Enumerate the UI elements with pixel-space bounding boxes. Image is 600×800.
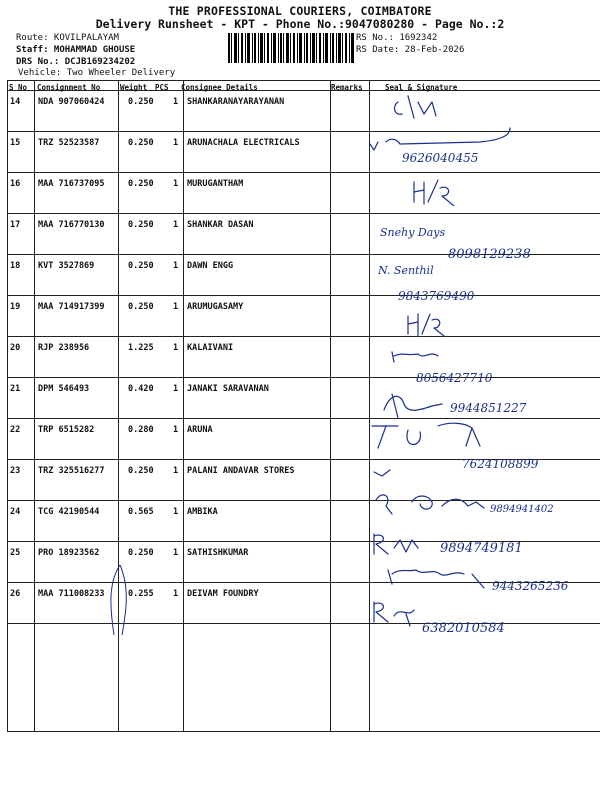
route-label: Route: KOVILPALAYAM xyxy=(16,33,119,43)
cell-consignee: MURUGANTHAM xyxy=(187,179,244,189)
cell-consignment-no: TRP 6515282 xyxy=(38,425,95,435)
cell-pcs: 1 xyxy=(173,97,179,107)
table-row xyxy=(7,91,600,132)
cell-consignee: ARUNACHALA ELECTRICALS xyxy=(187,138,300,148)
cell-sno: 14 xyxy=(10,97,21,107)
cell-pcs: 1 xyxy=(173,343,179,353)
cell-pcs: 1 xyxy=(173,425,179,435)
table-row xyxy=(7,501,600,542)
rs-date: RS Date: 28-Feb-2026 xyxy=(356,45,465,55)
cell-consignment-no: RJP 238956 xyxy=(38,343,90,353)
cell-consignee: ARUNA xyxy=(187,425,213,435)
cell-consignment-no: NDA 907060424 xyxy=(38,97,105,107)
runsheet-table xyxy=(7,80,600,732)
cell-pcs: 1 xyxy=(173,220,179,230)
cell-sno: 20 xyxy=(10,343,21,353)
handwritten-phone: 9843769490 xyxy=(398,289,475,303)
handwritten-phone: 7624108899 xyxy=(462,457,539,471)
table-row xyxy=(7,378,600,419)
cell-consignee: SATHISHKUMAR xyxy=(187,548,249,558)
cell-sno: 15 xyxy=(10,138,21,148)
handwritten-phone: 9626040455 xyxy=(402,151,479,165)
cell-sno: 17 xyxy=(10,220,21,230)
cell-consignee: SHANKARANAYARAYANAN xyxy=(187,97,285,107)
cell-consignment-no: MAA 714917399 xyxy=(38,302,105,312)
cell-weight: 0.255 xyxy=(128,589,154,599)
cell-consignee: KALAIVANI xyxy=(187,343,234,353)
table-row xyxy=(7,255,600,296)
table-row xyxy=(7,296,600,337)
handwritten-note: Snehy Days xyxy=(380,226,446,239)
cell-weight: 0.250 xyxy=(128,97,154,107)
cell-consignee: DEIVAM FOUNDRY xyxy=(187,589,259,599)
cell-sno: 19 xyxy=(10,302,21,312)
cell-pcs: 1 xyxy=(173,507,179,517)
cell-pcs: 1 xyxy=(173,138,179,148)
cell-consignment-no: TCG 42190544 xyxy=(38,507,100,517)
cell-sno: 22 xyxy=(10,425,21,435)
handwritten-phone: 8056427710 xyxy=(416,371,493,385)
cell-consignee: DAWN ENGG xyxy=(187,261,234,271)
cell-consignee: AMBIKA xyxy=(187,507,218,517)
col-sno: S No xyxy=(9,83,28,92)
col-weight: Weight xyxy=(120,83,148,92)
handwritten-note: 6382010584 xyxy=(422,621,505,636)
cell-sno: 24 xyxy=(10,507,21,517)
table-row xyxy=(7,583,600,624)
cell-weight: 0.250 xyxy=(128,466,154,476)
col-signature: Seal & Signature xyxy=(385,83,458,92)
cell-sno: 25 xyxy=(10,548,21,558)
cell-sno: 26 xyxy=(10,589,21,599)
rs-number: RS No.: 1692342 xyxy=(356,33,438,43)
cell-consignee: PALANI ANDAVAR STORES xyxy=(187,466,295,476)
cell-weight: 0.250 xyxy=(128,302,154,312)
table-row xyxy=(7,337,600,378)
cell-consignment-no: DPM 546493 xyxy=(38,384,90,394)
handwritten-phone: 9944851227 xyxy=(450,401,527,415)
cell-sno: 16 xyxy=(10,179,21,189)
drs-number: DRS No.: DCJB169234202 xyxy=(16,57,136,67)
cell-weight: 0.280 xyxy=(128,425,154,435)
cell-weight: 0.250 xyxy=(128,220,154,230)
table-row xyxy=(7,214,600,255)
cell-consignment-no: MAA 711008233 xyxy=(38,589,105,599)
cell-sno: 18 xyxy=(10,261,21,271)
handwritten-phone: 9443265236 xyxy=(492,579,569,593)
runsheet-subtitle: Delivery Runsheet - KPT - Phone No.:9047080280 - Page No.:2 xyxy=(95,17,505,31)
handwritten-phone: 8098129238 xyxy=(448,247,531,262)
barcode-image xyxy=(228,33,354,63)
cell-weight: 0.420 xyxy=(128,384,154,394)
cell-weight: 1.225 xyxy=(128,343,154,353)
cell-consignment-no: MAA 716737095 xyxy=(38,179,105,189)
col-remarks: Remarks xyxy=(331,83,363,92)
cell-pcs: 1 xyxy=(173,179,179,189)
cell-pcs: 1 xyxy=(173,261,179,271)
cell-weight: 0.250 xyxy=(128,138,154,148)
handwritten-phone: 9894941402 xyxy=(490,504,554,515)
handwritten-phone: 9894749181 xyxy=(440,541,523,556)
cell-pcs: 1 xyxy=(173,302,179,312)
cell-sno: 23 xyxy=(10,466,21,476)
cell-pcs: 1 xyxy=(173,384,179,394)
table-row xyxy=(7,542,600,583)
cell-pcs: 1 xyxy=(173,548,179,558)
table-row xyxy=(7,419,600,460)
cell-sno: 21 xyxy=(10,384,21,394)
cell-weight: 0.250 xyxy=(128,261,154,271)
handwritten-note: N. Senthil xyxy=(378,264,434,277)
col-consignment: Consignment No xyxy=(37,83,101,92)
vehicle-label: Vehicle: Two Wheeler Delivery xyxy=(18,68,176,78)
cell-consignee: JANAKI SARAVANAN xyxy=(187,384,269,394)
cell-consignment-no: TRZ 52523587 xyxy=(38,138,100,148)
staff-label: Staff: MOHAMMAD GHOUSE xyxy=(16,45,136,55)
cell-consignment-no: KVT 3527869 xyxy=(38,261,95,271)
table-row xyxy=(7,173,600,214)
cell-consignee: SHANKAR DASAN xyxy=(187,220,254,230)
cell-pcs: 1 xyxy=(173,466,179,476)
table-row xyxy=(7,460,600,501)
col-pcs: PCS xyxy=(155,83,169,92)
cell-weight: 0.250 xyxy=(128,548,154,558)
table-row xyxy=(7,132,600,173)
col-consignee: Consignee Details xyxy=(181,83,258,92)
company-name: THE PROFESSIONAL COURIERS, COIMBATORE xyxy=(168,4,432,18)
cell-consignment-no: MAA 716770130 xyxy=(38,220,105,230)
cell-consignee: ARUMUGASAMY xyxy=(187,302,244,312)
cell-weight: 0.565 xyxy=(128,507,154,517)
cell-consignment-no: PRO 18923562 xyxy=(38,548,100,558)
cell-pcs: 1 xyxy=(173,589,179,599)
cell-consignment-no: TRZ 325516277 xyxy=(38,466,105,476)
cell-weight: 0.250 xyxy=(128,179,154,189)
